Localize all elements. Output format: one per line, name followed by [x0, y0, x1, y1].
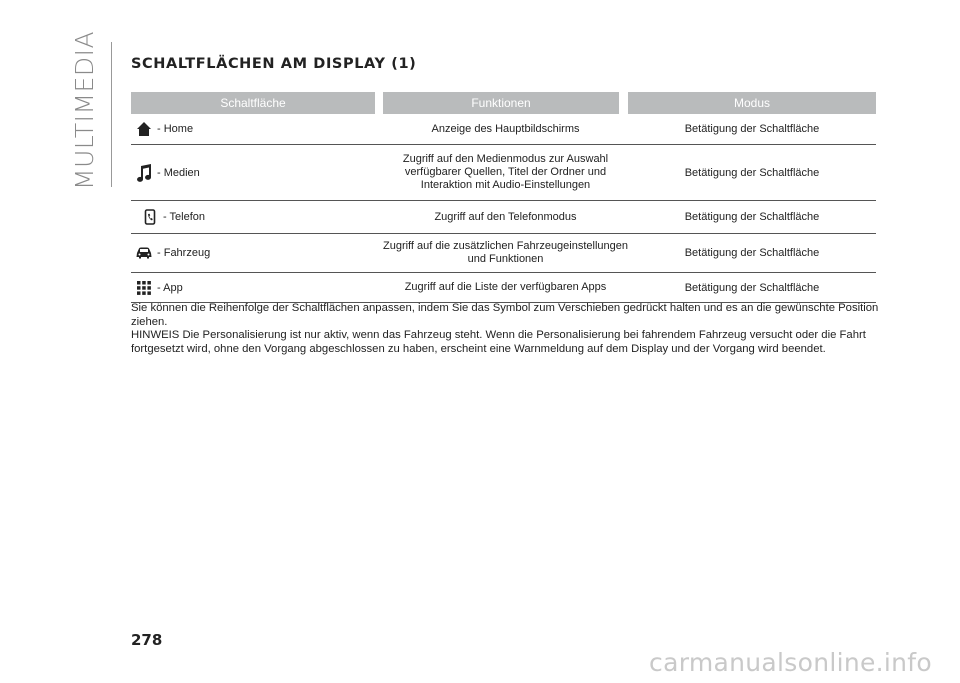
row-button-label: - Fahrzeug: [157, 247, 211, 259]
music-note-icon: [133, 163, 155, 183]
header-button: Schaltfläche: [131, 92, 375, 114]
row-function: Zugriff auf die zusätzlichen Fahrzeugeinstellungen und Funktionen: [383, 240, 629, 265]
row-function: Zugriff auf die Liste der verfügbaren Apps: [404, 281, 607, 293]
table-header: [131, 92, 876, 114]
table-row: [131, 145, 876, 201]
row-mode: Betätigung der Schaltfläche: [684, 281, 820, 294]
car-icon: [133, 243, 155, 263]
app-grid-icon: [133, 278, 155, 298]
table-row: [131, 273, 876, 303]
buttons-table: [131, 92, 876, 303]
row-button-label: - Home: [157, 123, 194, 135]
row-mode: Betätigung der Schaltfläche: [684, 123, 820, 135]
row-button-label: - Medien: [157, 166, 200, 179]
row-button-cell: [131, 243, 383, 263]
row-button-cell: [131, 119, 383, 139]
side-divider: [111, 42, 112, 187]
table-row: [131, 234, 876, 273]
reorder-paragraph: Sie können die Reihenfolge der Schaltflächen anpassen, indem Sie das Symbol zum Verschieben gedrückt halten und es an die gewünschte Position ziehen.: [131, 302, 879, 328]
row-mode: Betätigung der Schaltfläche: [684, 247, 820, 259]
row-button-cell: [131, 207, 383, 227]
row-mode: Betätigung der Schaltfläche: [684, 211, 820, 223]
header-functions: Funktionen: [383, 92, 619, 114]
row-function: Zugriff auf den Telefonmodus: [434, 210, 577, 223]
table-row: [131, 201, 876, 234]
home-icon: [133, 119, 155, 139]
page-number: 278: [131, 631, 163, 649]
row-function: Anzeige des Hauptbildschirms: [431, 122, 580, 135]
row-button-cell: [131, 278, 383, 298]
section-side-title: MULTIMEDIA: [70, 30, 99, 190]
header-mode: Modus: [628, 92, 876, 114]
row-button-label: - Telefon: [163, 211, 205, 223]
watermark: carmanualsonline.info: [649, 648, 932, 677]
page-heading: SCHALTFLÄCHEN AM DISPLAY (1): [131, 56, 417, 72]
phone-icon: [139, 207, 161, 227]
table-row: [131, 114, 876, 145]
note-paragraph: HINWEIS Die Personalisierung ist nur aktiv, wenn das Fahrzeug steht. Wenn die Personalisierung bei fahrendem Fahrzeug versucht oder die Fahrt fortgesetzt wird, ohne den Vorgang abgeschlossen zu haben, erscheint eine Warnmeldung auf dem Display und der Vorgang wird beendet.: [131, 329, 866, 355]
row-button-label: - App: [157, 281, 183, 294]
row-button-cell: [131, 163, 383, 183]
row-mode: Betätigung der Schaltfläche: [684, 166, 820, 179]
row-function: Zugriff auf den Medienmodus zur Auswahl verfügbarer Quellen, Titel der Ordner und Interaktion mit Audio-Einstellungen: [402, 153, 609, 191]
